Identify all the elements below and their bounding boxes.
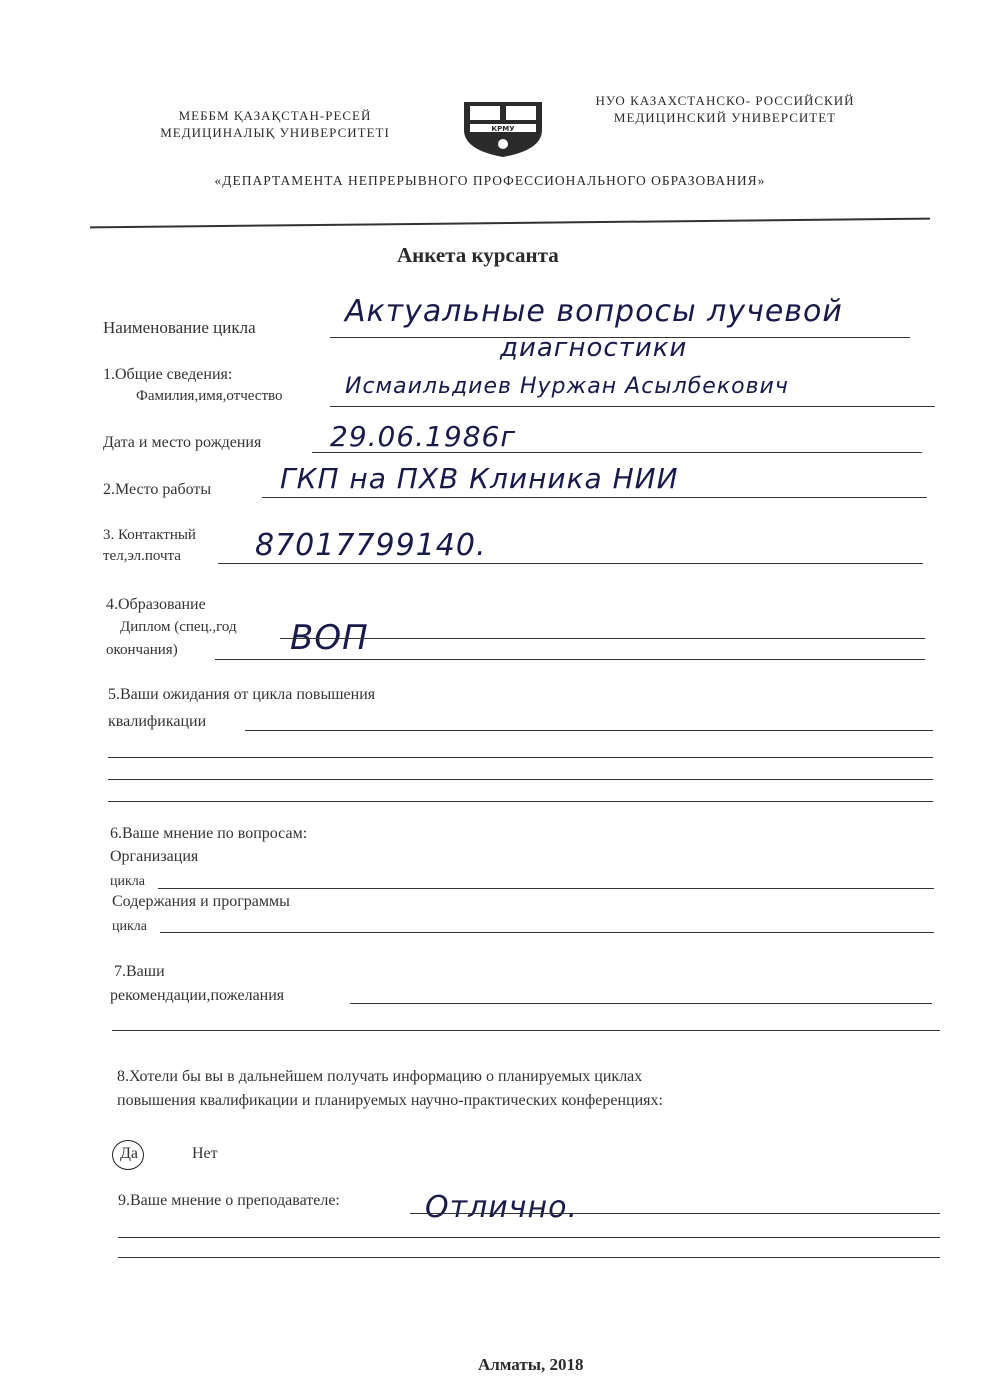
fio-line <box>330 406 935 407</box>
fio-label: Фамилия,имя,отчество <box>136 388 283 404</box>
opinion-org-line1: Организация <box>110 848 199 865</box>
birth-line <box>312 452 922 453</box>
teacher-label: 9.Ваше мнение о преподавателе: <box>118 1192 340 1209</box>
birth-label: Дата и место рождения <box>103 434 262 451</box>
header-ru <box>575 92 875 126</box>
opinion-content-line <box>160 932 934 933</box>
recommend-label-line1: 7.Ваши <box>114 963 165 980</box>
fio-value: Исмаильдиев Нуржан Асылбекович <box>345 374 789 399</box>
header-ru-line2: МЕДИЦИНСКИЙ УНИВЕРСИТЕТ <box>613 110 837 125</box>
form-title: Анкета курсанта <box>397 243 559 267</box>
university-logo <box>462 100 544 158</box>
teacher-line1 <box>410 1213 940 1214</box>
header-kz-line2: МЕДИЦИНАЛЫҚ УНИВЕРСИТЕТІ <box>160 125 390 140</box>
education-label-line1: 4.Образование <box>106 596 206 613</box>
work-line <box>262 497 927 498</box>
education-line1 <box>280 638 925 639</box>
expectations-line1 <box>245 730 933 731</box>
expectations-line2 <box>108 757 933 758</box>
teacher-line2 <box>118 1237 940 1238</box>
department-title: «ДЕПАРТАМЕНТА НЕПРЕРЫВНОГО ПРОФЕССИОНАЛЬНОГО ОБРАЗОВАНИЯ» <box>214 173 766 188</box>
expectations-line3 <box>108 779 933 780</box>
contact-label-line2: тел,эл.почта <box>103 548 181 564</box>
teacher-line3 <box>118 1257 940 1258</box>
info-question-line2: повышения квалификации и планируемых научно-практических конференциях: <box>117 1092 663 1109</box>
expectations-label-line2: квалификации <box>108 713 207 730</box>
expectations-label-line1: 5.Ваши ожидания от цикла повышения <box>108 686 376 703</box>
birth-value: 29.06.1986г <box>330 420 517 453</box>
header-kz <box>130 107 420 141</box>
contact-line <box>218 563 923 564</box>
work-label: 2.Место работы <box>103 481 212 498</box>
contact-value: 87017799140. <box>255 528 487 563</box>
recommend-line2 <box>112 1030 940 1031</box>
header-divider <box>90 218 930 229</box>
footer-city-year: Алматы, 2018 <box>478 1355 584 1374</box>
info-question-line1: 8.Хотели бы вы в дальнейшем получать информацию о планируемых циклах <box>117 1068 643 1085</box>
work-value: ГКП на ПХВ Клиника НИИ <box>280 462 679 495</box>
header-ru-line1: НУО КАЗАХСТАНСКО- РОССИЙСКИЙ <box>595 93 855 108</box>
general-section-label: 1.Общие сведения: <box>103 366 233 383</box>
recommend-line1 <box>350 1003 932 1004</box>
opinion-content-line1: Содержания и программы <box>112 893 290 910</box>
education-label-line2: Диплом (спец.,год <box>120 619 237 635</box>
expectations-line4 <box>108 801 933 802</box>
cycle-name-label: Наименование цикла <box>103 318 256 337</box>
education-line2 <box>215 659 925 660</box>
teacher-value: Отлично. <box>425 1190 578 1225</box>
cycle-name-value-line2: диагностики <box>500 333 688 363</box>
opinion-org-line <box>158 888 934 889</box>
recommend-label-line2: рекомендации,пожелания <box>110 987 285 1004</box>
header-kz-line1: МЕББМ ҚАЗАҚСТАН-РЕСЕЙ <box>178 108 372 123</box>
opinion-org-line2: цикла <box>110 874 145 889</box>
education-label-line3: окончания) <box>106 642 178 658</box>
no-option: Нет <box>192 1145 218 1162</box>
education-value: ВОП <box>290 618 369 658</box>
yes-option: Да <box>120 1145 139 1162</box>
opinion-section-label: 6.Ваше мнение по вопросам: <box>110 825 308 842</box>
cycle-name-value-line1: Актуальные вопросы лучевой <box>345 294 843 329</box>
opinion-content-line2: цикла <box>112 919 147 934</box>
logo-text: КРМУ <box>491 125 515 133</box>
contact-label-line1: 3. Контактный <box>103 527 196 543</box>
